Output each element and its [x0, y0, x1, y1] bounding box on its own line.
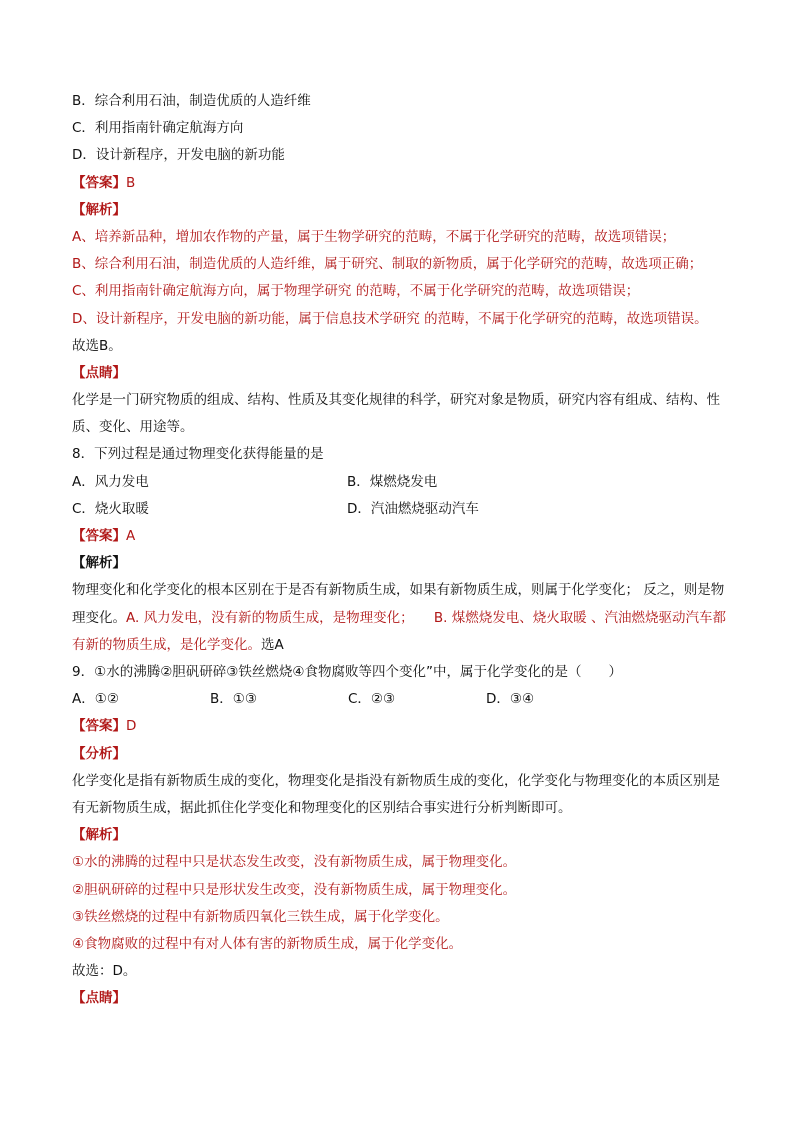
q7-conclusion: 故选B。 [72, 337, 122, 354]
q9-analysis-line-1: ①水的沸腾的过程中只是状态发生改变，没有新物质生成，属于物理变化。 [72, 854, 517, 871]
q9-option-a: A．①② [72, 691, 119, 708]
q8-options-row-2 [72, 496, 732, 523]
q8-analysis-text [72, 577, 732, 659]
q9-analysis-line-2: ②胆矾研碎的过程中只是形状发生改变，没有新物质生成，属于物理变化。 [72, 881, 517, 898]
q9-options-row [72, 686, 732, 713]
q9-answer [72, 713, 732, 740]
q8-option-a: A．风力发电 [72, 473, 149, 490]
q7-option-b: B．综合利用石油，制造优质的人造纤维 [72, 93, 311, 109]
q9-stem: 9．①水的沸腾②胆矾研碎③铁丝燃烧④食物腐败等四个变化”中，属于化学变化的是（ ） [72, 664, 622, 681]
q8-option-c: C．烧火取暖 [72, 500, 149, 517]
q7-analysis-line-c: C、利用指南针确定航海方向，属于物理学研究 的范畴，不属于化学研究的范畴，故选项错误； [72, 283, 640, 300]
q7-analysis-label: 【解析】 [72, 201, 126, 218]
q8-stem: 8．下列过程是通过物理变化获得能量的是 [72, 446, 324, 463]
q7-option-d: D．设计新程序，开发电脑的新功能 [72, 147, 285, 164]
document-page [72, 88, 732, 1012]
q7-option-c: C．利用指南针确定航海方向 [72, 120, 244, 137]
q9-tip-label: 【点睛】 [72, 990, 126, 1007]
q9-conclusion: 故选：D。 [72, 963, 137, 980]
q8-answer-label: 【答案】 [72, 528, 126, 545]
q7-answer-label: 【答案】 [72, 174, 126, 191]
q9-fenxi-label: 【分析】 [72, 745, 126, 762]
q7-analysis-line-b: B、综合利用石油，制造优质的人造纤维，属于研究、制取的新物质，属于化学研究的范畴，故选项正确； [72, 256, 703, 273]
q8-analysis-red2: B. 煤燃烧发电、烧火取暖 、汽油燃烧驱动汽车都有新的物质生成，是化学变化。 [72, 609, 726, 653]
q8-option-b: B．煤燃烧发电 [347, 473, 438, 490]
q8-analysis-red1: A. 风力发电，没有新的物质生成，是物理变化； [126, 609, 407, 626]
q8-analysis-label: 【解析】 [72, 555, 126, 572]
q8-answer [72, 523, 732, 550]
q7-tip-text: 化学是一门研究物质的组成、结构、性质及其变化规律的科学，研究对象是物质，研究内容有组成、结构、性质、变化、用途等。 [72, 392, 720, 436]
q7-analysis-line-a: A、培养新品种，增加农作物的产量，属于生物学研究的范畴，不属于化学研究的范畴，故选项错误； [72, 228, 676, 245]
q9-answer-value: D [126, 718, 137, 735]
q9-fenxi-text: 化学变化是指有新物质生成的变化，物理变化是指没有新物质生成的变化，化学变化与物理变化的本质区别是有无新物质生成，据此抓住化学变化和物理变化的区别结合事实进行分析判断即可。 [72, 772, 720, 816]
q7-answer [72, 170, 732, 197]
q8-answer-value: A [126, 528, 136, 545]
q8-option-d: D．汽油燃烧驱动汽车 [347, 500, 479, 517]
q7-analysis-line-d: D、设计新程序，开发电脑的新功能，属于信息技术学研究 的范畴，不属于化学研究的范畴，故选项错误。 [72, 310, 708, 327]
q9-option-d: D．③④ [486, 691, 535, 708]
q9-analysis-line-4: ④食物腐败的过程中有对人体有害的新物质生成，属于化学变化。 [72, 935, 463, 952]
q8-options-row-1 [72, 469, 732, 496]
q7-answer-value: B [126, 174, 136, 191]
q9-option-b: B．①③ [210, 691, 257, 708]
q7-tip-label: 【点睛】 [72, 364, 126, 381]
q8-analysis-part1: 物理变化和化学变化的根本区别在于是否有新物质生成，如果有新物质生成，则属于化学变化； 反之，则是物理变化。 [72, 582, 725, 626]
q9-analysis-label: 【解析】 [72, 827, 126, 844]
q9-answer-label: 【答案】 [72, 718, 126, 735]
q9-option-c: C．②③ [348, 691, 396, 708]
q8-analysis-end: 选A [261, 636, 284, 653]
q9-analysis-line-3: ③铁丝燃烧的过程中有新物质四氧化三铁生成，属于化学变化。 [72, 908, 449, 925]
